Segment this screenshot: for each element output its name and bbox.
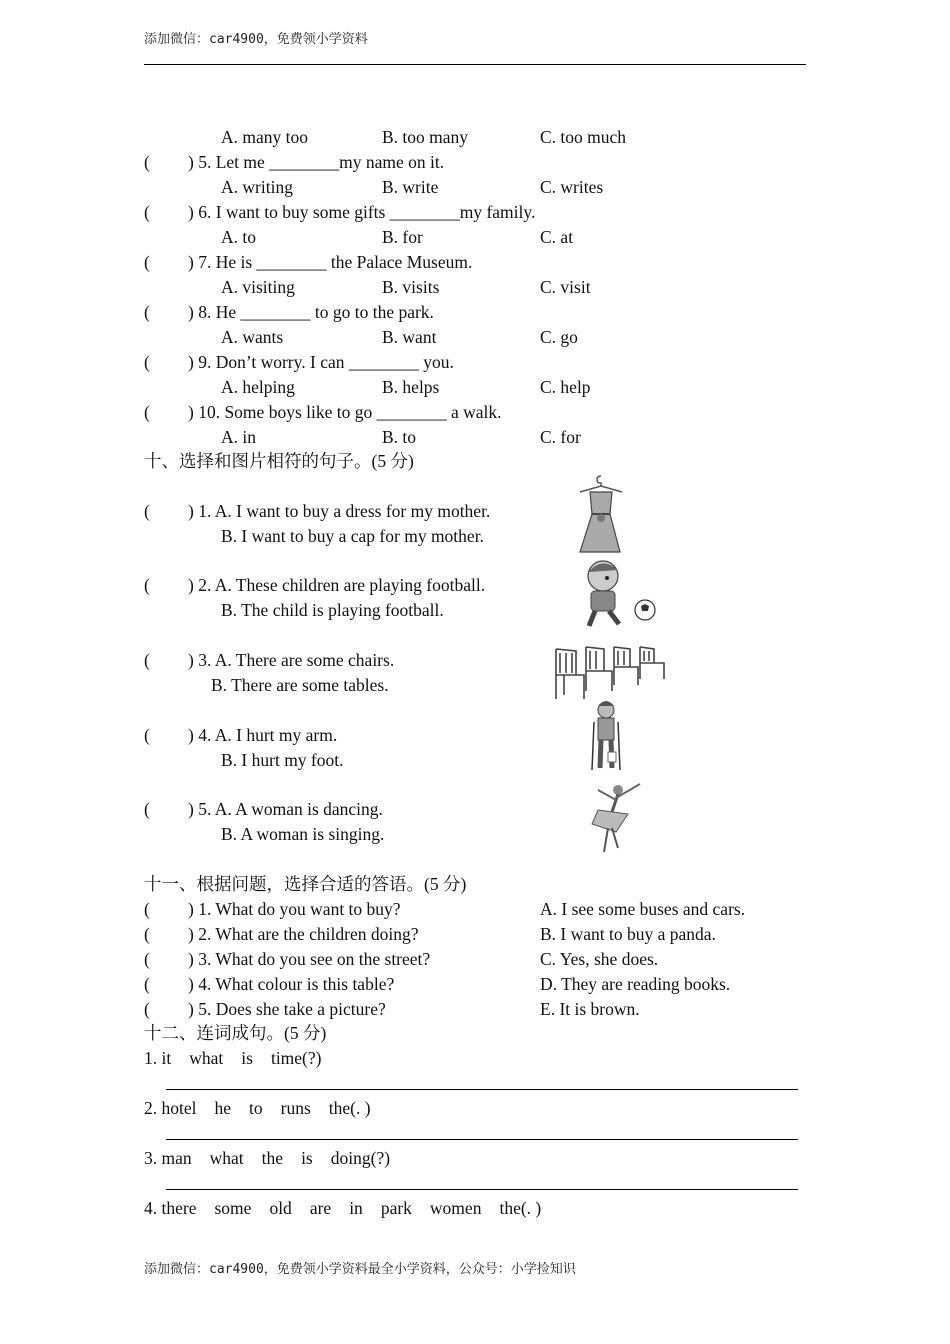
option: B. want bbox=[382, 327, 437, 347]
word: time(?) bbox=[270, 1048, 322, 1068]
question-text: ) 7. He is ________ the Palace Museum. bbox=[188, 252, 473, 272]
word: 4. there bbox=[144, 1198, 197, 1218]
choice-a: ) 4. A. I hurt my arm. bbox=[188, 725, 338, 745]
option: B. to bbox=[382, 427, 417, 447]
question-5 bbox=[144, 152, 444, 172]
option: A. many too bbox=[221, 127, 309, 147]
option: C. at bbox=[540, 227, 574, 247]
choice-a: ) 5. A. A woman is dancing. bbox=[188, 799, 383, 819]
answer-blank[interactable]: ( bbox=[144, 924, 150, 944]
answer-blank[interactable]: ( bbox=[144, 949, 150, 969]
option: B. write bbox=[382, 177, 439, 197]
word: the bbox=[261, 1148, 284, 1168]
word: he bbox=[214, 1098, 232, 1118]
word: park bbox=[380, 1198, 412, 1218]
word: what bbox=[189, 1048, 224, 1068]
question-text: ) 8. He ________ to go to the park. bbox=[188, 302, 434, 322]
word: what bbox=[209, 1148, 244, 1168]
match-question-1 bbox=[144, 899, 401, 919]
option: A. writing bbox=[221, 177, 293, 197]
answer-blank[interactable]: ( bbox=[144, 402, 150, 422]
question-9 bbox=[144, 352, 454, 372]
page-header: 添加微信：car4900，免费领小学资料 bbox=[144, 32, 368, 47]
word: runs bbox=[280, 1098, 311, 1118]
answer-blank[interactable]: ( bbox=[144, 575, 150, 595]
option: A. helping bbox=[221, 377, 295, 397]
word: doing(?) bbox=[330, 1148, 391, 1168]
picture-question-5 bbox=[144, 799, 383, 819]
word: in bbox=[349, 1198, 363, 1218]
option: B. for bbox=[382, 227, 423, 247]
question-text: ) 2. What are the children doing? bbox=[188, 924, 419, 944]
choice-b: B. I hurt my foot. bbox=[221, 750, 344, 770]
answer-option: D. They are reading books. bbox=[540, 974, 731, 994]
option: A. wants bbox=[221, 327, 284, 347]
word: women bbox=[429, 1198, 482, 1218]
answer-blank[interactable]: ( bbox=[144, 302, 150, 322]
answer-line[interactable] bbox=[166, 1089, 798, 1090]
crutch-boy-icon bbox=[588, 700, 624, 774]
option: A. to bbox=[221, 227, 256, 247]
choice-b: B. There are some tables. bbox=[211, 675, 389, 695]
question-text: ) 9. Don’t worry. I can ________ you. bbox=[188, 352, 454, 372]
section-11-title: 十一、根据问题，选择合适的答语。(5 分) bbox=[144, 874, 467, 894]
option: C. writes bbox=[540, 177, 604, 197]
question-text: ) 3. What do you see on the street? bbox=[188, 949, 431, 969]
picture-question-2 bbox=[144, 575, 485, 595]
word: 1. it bbox=[144, 1048, 172, 1068]
answer-line[interactable] bbox=[166, 1139, 798, 1140]
header-rule bbox=[144, 64, 806, 65]
word: 2. hotel bbox=[144, 1098, 197, 1118]
choice-b: B. I want to buy a cap for my mother. bbox=[221, 526, 484, 546]
boy-football-icon bbox=[575, 558, 659, 632]
choice-a: ) 3. A. There are some chairs. bbox=[188, 650, 395, 670]
option: C. too much bbox=[540, 127, 627, 147]
word-order-2 bbox=[144, 1098, 389, 1118]
answer-blank[interactable]: ( bbox=[144, 352, 150, 372]
word: is bbox=[301, 1148, 313, 1168]
question-7 bbox=[144, 252, 472, 272]
question-text: ) 1. What do you want to buy? bbox=[188, 899, 401, 919]
choice-b: B. A woman is singing. bbox=[221, 824, 385, 844]
page-footer: 添加微信：car4900，免费领小学资料最全小学资料，公众号：小学捡知识 bbox=[144, 1262, 576, 1277]
question-8 bbox=[144, 302, 434, 322]
choice-a: ) 2. A. These children are playing football. bbox=[188, 575, 486, 595]
answer-blank[interactable]: ( bbox=[144, 974, 150, 994]
answer-option: A. I see some buses and cars. bbox=[540, 899, 746, 919]
word-order-4 bbox=[144, 1198, 559, 1218]
answer-blank[interactable]: ( bbox=[144, 252, 150, 272]
question-6 bbox=[144, 202, 535, 222]
word: to bbox=[249, 1098, 263, 1118]
question-text: ) 10. Some boys like to go ________ a walk. bbox=[188, 402, 502, 422]
answer-blank[interactable]: ( bbox=[144, 799, 150, 819]
answer-blank[interactable]: ( bbox=[144, 202, 150, 222]
choice-b: B. The child is playing football. bbox=[221, 600, 444, 620]
match-question-4 bbox=[144, 974, 394, 994]
option: A. in bbox=[221, 427, 256, 447]
answer-blank[interactable]: ( bbox=[144, 899, 150, 919]
picture-question-1 bbox=[144, 501, 490, 521]
section-10-title: 十、选择和图片相符的句子。(5 分) bbox=[144, 451, 414, 471]
question-text: ) 6. I want to buy some gifts ________my family. bbox=[188, 202, 536, 222]
word: 3. man bbox=[144, 1148, 192, 1168]
option: C. help bbox=[540, 377, 591, 397]
word: are bbox=[309, 1198, 332, 1218]
picture-question-4 bbox=[144, 725, 337, 745]
question-text: ) 5. Does she take a picture? bbox=[188, 999, 386, 1019]
picture-question-3 bbox=[144, 650, 394, 670]
option: C. visit bbox=[540, 277, 591, 297]
match-question-3 bbox=[144, 949, 430, 969]
answer-blank[interactable]: ( bbox=[144, 999, 150, 1019]
match-question-2 bbox=[144, 924, 419, 944]
option: B. helps bbox=[382, 377, 440, 397]
option: B. visits bbox=[382, 277, 440, 297]
option: C. go bbox=[540, 327, 578, 347]
question-10 bbox=[144, 402, 502, 422]
word: the(. ) bbox=[499, 1198, 542, 1218]
answer-option: B. I want to buy a panda. bbox=[540, 924, 716, 944]
option: B. too many bbox=[382, 127, 469, 147]
word: is bbox=[241, 1048, 253, 1068]
match-question-5 bbox=[144, 999, 386, 1019]
answer-blank[interactable]: ( bbox=[144, 650, 150, 670]
question-text: ) 5. Let me ________my name on it. bbox=[188, 152, 445, 172]
word-order-1 bbox=[144, 1048, 339, 1068]
answer-blank[interactable]: ( bbox=[144, 725, 150, 745]
word: some bbox=[214, 1198, 252, 1218]
question-text: ) 4. What colour is this table? bbox=[188, 974, 395, 994]
word: old bbox=[269, 1198, 292, 1218]
choice-a: ) 1. A. I want to buy a dress for my mother. bbox=[188, 501, 491, 521]
answer-option: C. Yes, she does. bbox=[540, 949, 659, 969]
option: A. visiting bbox=[221, 277, 295, 297]
section-12-title: 十二、连词成句。(5 分) bbox=[144, 1023, 327, 1043]
answer-blank[interactable]: ( bbox=[144, 152, 150, 172]
word: the(. ) bbox=[328, 1098, 371, 1118]
answer-option: E. It is brown. bbox=[540, 999, 640, 1019]
word-order-3 bbox=[144, 1148, 408, 1168]
answer-line[interactable] bbox=[166, 1189, 798, 1190]
dancer-icon bbox=[578, 780, 646, 856]
dress-icon bbox=[570, 474, 632, 556]
option: C. for bbox=[540, 427, 581, 447]
answer-blank[interactable]: ( bbox=[144, 501, 150, 521]
chairs-icon bbox=[550, 645, 670, 701]
